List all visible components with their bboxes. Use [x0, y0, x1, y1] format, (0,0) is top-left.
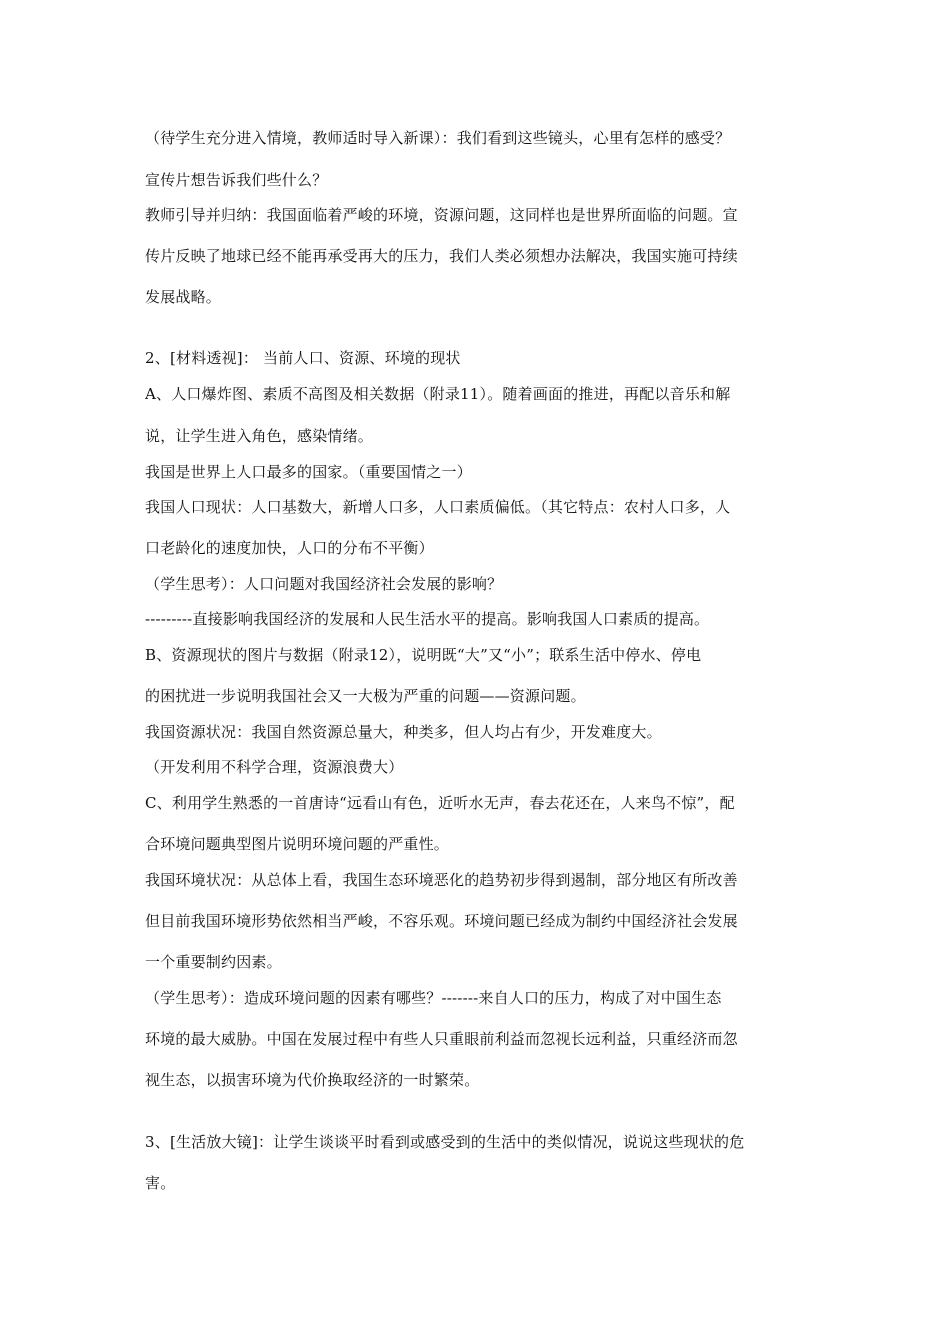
text-line: （学生思考）：人口问题对我国经济社会发展的影响？	[145, 575, 503, 593]
section-heading: 3、[生活放大镜]：让学生谈谈平时看到或感受到的生活中的类似情况，说说这些现状的危	[145, 1133, 745, 1151]
text-line: 说，让学生进入角色，感染情绪。	[145, 427, 374, 445]
text-line: （待学生充分进入情境，教师适时导入新课）：我们看到这些镜头，心里有怎样的感受？	[145, 129, 731, 147]
text-line: 我国是世界上人口最多的国家。（重要国情之一）	[145, 463, 472, 481]
text-line: 传片反映了地球已经不能再承受再大的压力，我们人类必须想办法解决，我国实施可持续	[145, 247, 738, 265]
text-line: 我国人口现状：人口基数大，新增人口多，人口素质偏低。（其它特点：农村人口多，人	[145, 498, 731, 516]
text-line: A、人口爆炸图、素质不高图及相关数据（附录11）。随着画面的推进，再配以音乐和解	[145, 385, 731, 403]
text-line: 发展战略。	[145, 288, 222, 306]
text-line: 宣传片想告诉我们些什么？	[145, 171, 328, 189]
section-heading: 2、[材料透视]： 当前人口、资源、环境的现状	[145, 349, 461, 367]
text-line: 合环境问题典型图片说明环境问题的严重性。	[145, 835, 450, 853]
text-line: 我国环境状况：从总体上看，我国生态环境恶化的趋势初步得到遏制，部分地区有所改善	[145, 871, 738, 889]
text-line: B、资源现状的图片与数据（附录12），说明既“大”又“小”；联系生活中停水、停电	[145, 646, 702, 664]
text-line: 的困扰进一步说明我国社会又一大极为严重的问题——资源问题。	[145, 687, 586, 705]
text-line: 教师引导并归纳：我国面临着严峻的环境，资源问题，这同样也是世界所面临的问题。宣	[145, 206, 738, 224]
text-line: C、利用学生熟悉的一首唐诗“远看山有色，近听水无声，春去花还在，人来鸟不惊”，配	[145, 794, 735, 812]
text-line: 环境的最大威胁。中国在发展过程中有些人只重眼前利益而忽视长远利益，只重经济而忽	[145, 1030, 738, 1048]
text-line: ---------直接影响我国经济的发展和人民生活水平的提高。影响我国人口素质的提高。	[145, 610, 710, 628]
text-line: 害。	[145, 1174, 176, 1192]
text-line: 我国资源状况：我国自然资源总量大，种类多，但人均占有少，开发难度大。	[145, 723, 662, 741]
text-line: 视生态，以损害环境为代价换取经济的一时繁荣。	[145, 1071, 480, 1089]
text-line: 一个重要制约因素。	[145, 953, 282, 971]
text-line: （学生思考）：造成环境问题的因素有哪些？-------来自人口的压力，构成了对中国生态	[145, 989, 722, 1007]
text-line: 口老龄化的速度加快，人口的分布不平衡）	[145, 539, 434, 557]
text-line: （开发利用不科学合理，资源浪费大）	[145, 758, 404, 776]
text-line: 但目前我国环境形势依然相当严峻，不容乐观。环境问题已经成为制约中国经济社会发展	[145, 912, 738, 930]
